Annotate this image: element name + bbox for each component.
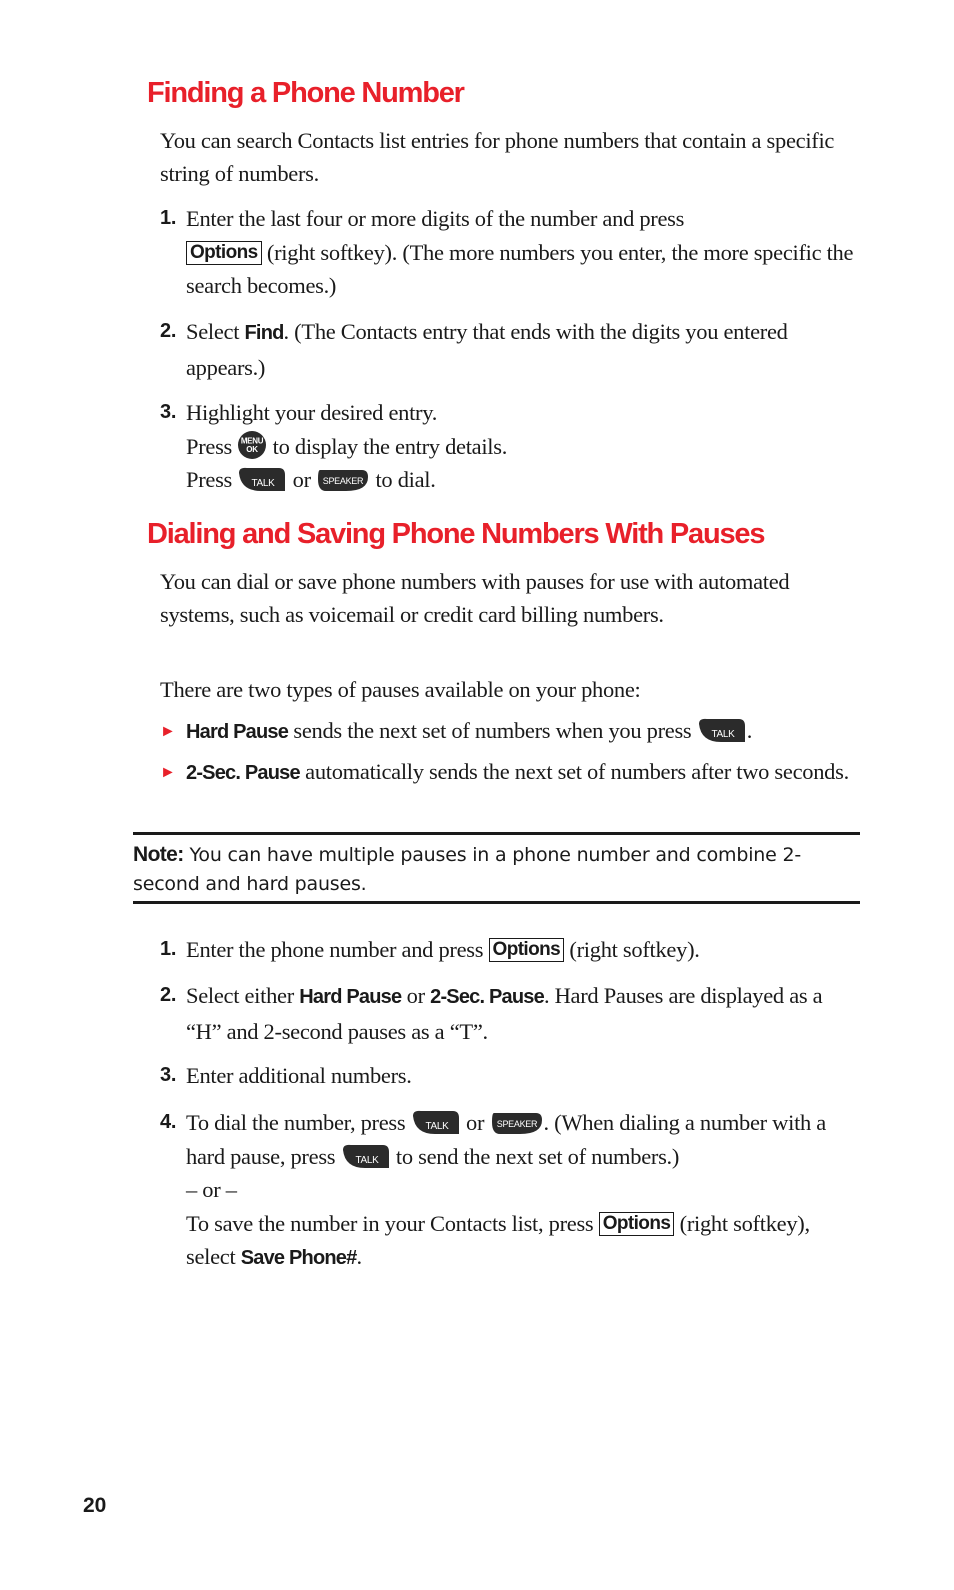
step-text: Enter the last four or more digits of the number and press (186, 206, 685, 231)
step-text: Select (186, 319, 240, 344)
step-text: Press (186, 467, 233, 492)
bullet-marker-icon: ► (160, 764, 176, 781)
step-number: 1. (160, 207, 177, 229)
bullet-hard-pause (160, 714, 860, 750)
speaker-key-icon (316, 467, 370, 493)
step-number: 2. (160, 320, 177, 342)
step-number: 3. (160, 1064, 177, 1086)
step-number: 3. (160, 401, 177, 423)
section-title-pauses: Dialing and Saving Phone Numbers With Pauses (147, 518, 765, 550)
section1-intro: You can search Contacts list entries for phone numbers that contain a specific string of numbers. (160, 128, 835, 186)
hard-pause-keyword: Hard Pause (186, 721, 289, 743)
section1-step-3 (160, 396, 860, 497)
talk-key-icon (341, 1142, 391, 1170)
or-separator: – or – (186, 1177, 237, 1202)
bullet-2sec-pause (160, 755, 860, 791)
svg-text:TALK: TALK (355, 1154, 379, 1166)
svg-text:TALK: TALK (711, 729, 735, 740)
step-text: To dial the number, press (186, 1110, 406, 1135)
step-text: (right softkey). (569, 937, 700, 962)
talk-key-icon (237, 465, 287, 493)
svg-text:TALK: TALK (425, 1121, 449, 1132)
note-box (133, 832, 860, 904)
svg-text:SPEAKER: SPEAKER (322, 476, 364, 486)
step-text: or (406, 983, 425, 1008)
save-phone-keyword: Save Phone# (240, 1247, 357, 1269)
step-text: Enter additional numbers. (186, 1063, 412, 1088)
section2-step-3 (160, 1059, 860, 1093)
options-softkey-label: Options (599, 1212, 675, 1236)
menu-ok-key-icon (237, 430, 267, 460)
section1-step-2 (160, 315, 860, 384)
step-text: to display the entry details. (272, 433, 508, 459)
step-text: Select either (186, 983, 294, 1008)
page-number: 20 (83, 1494, 107, 1517)
section-title-finding: Finding a Phone Number (147, 77, 464, 109)
find-keyword: Find (244, 322, 284, 344)
bullet-text: automatically sends the next set of numbers after two seconds. (305, 759, 849, 784)
talk-key-icon (411, 1108, 461, 1136)
bullet-marker-icon: ► (160, 723, 176, 740)
2sec-pause-keyword: 2-Sec. Pause (430, 986, 544, 1008)
note-text: You can have multiple pauses in a phone number and combine 2-second and hard pauses. (133, 844, 801, 895)
step-text: or (292, 467, 311, 492)
step-text: Press (186, 433, 233, 459)
note-label: Note: (133, 843, 184, 866)
section2-intro: You can dial or save phone numbers with pauses for use with automated systems, such as voicemail or credit card billing numbers. (160, 569, 790, 627)
step-number: 2. (160, 984, 177, 1006)
options-softkey-label: Options (186, 241, 262, 265)
step-text: to send the next set of numbers.) (395, 1143, 680, 1169)
pause-types-intro: There are two types of pauses available on your phone: (160, 677, 641, 702)
svg-text:SPEAKER: SPEAKER (496, 1119, 537, 1129)
step-text: (right softkey), select (186, 1210, 810, 1269)
step-text: or (466, 1110, 485, 1135)
2sec-pause-keyword: 2-Sec. Pause (186, 762, 300, 784)
section1-step-1 (160, 202, 860, 303)
section2-step-1 (160, 933, 860, 967)
step-text: . (356, 1244, 362, 1269)
step-text: to dial. (375, 467, 436, 492)
options-softkey-label: Options (489, 938, 565, 962)
svg-text:OK: OK (246, 444, 259, 454)
step-number: 4. (160, 1111, 177, 1133)
step-number: 1. (160, 938, 177, 960)
svg-text:TALK: TALK (251, 478, 275, 489)
step-text: . (The Contacts entry that ends with the digits you entered appears.) (186, 319, 788, 380)
svg-text:MENU: MENU (241, 436, 264, 445)
hard-pause-keyword: Hard Pause (299, 986, 402, 1008)
step-text: . (When dialing a number with a hard pause, press (186, 1110, 826, 1169)
bullet-text: sends the next set of numbers when you press (293, 718, 692, 743)
section2-step-2 (160, 979, 860, 1048)
step-text: (right softkey). (The more numbers you enter, the more specific the search becomes.) (186, 239, 854, 298)
step-text: To save the number in your Contacts list, press (186, 1210, 594, 1236)
speaker-key-icon (490, 1110, 544, 1136)
section2-step-4 (160, 1106, 860, 1276)
step-text: Highlight your desired entry. (186, 400, 438, 425)
step-text: . Hard Pauses are displayed as a “H” and 2-second pauses as a “T”. (186, 983, 823, 1044)
bullet-text: . (746, 718, 753, 743)
talk-key-icon (697, 716, 747, 744)
step-text: Enter the phone number and press (186, 937, 484, 962)
